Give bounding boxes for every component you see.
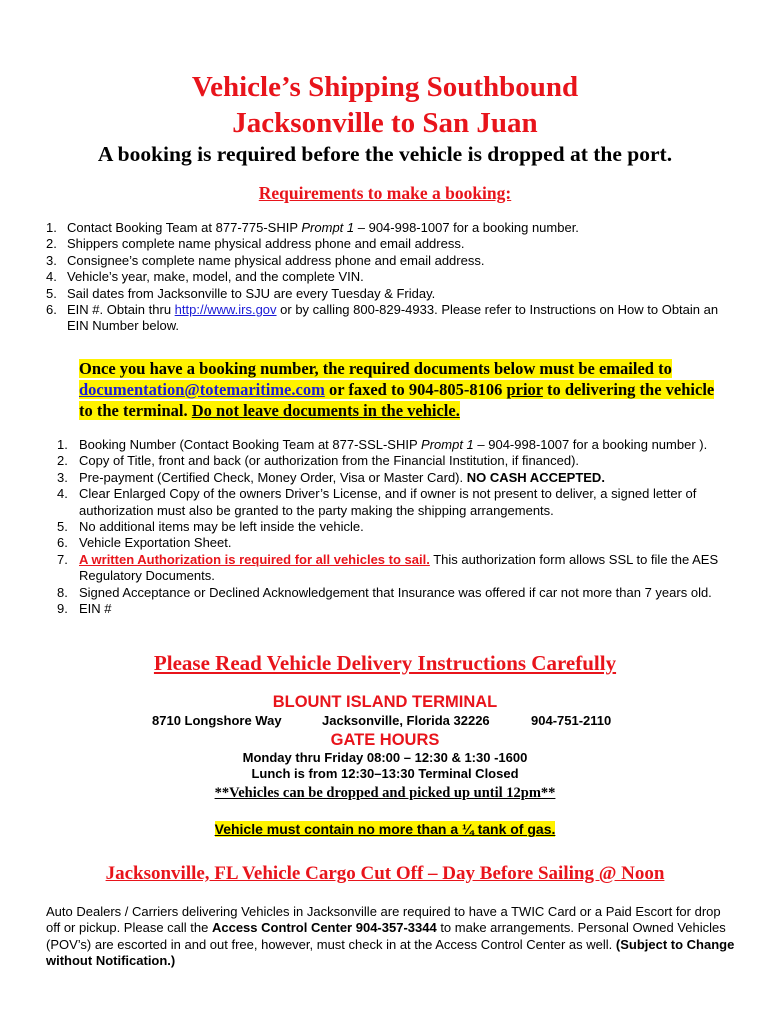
item-text: Copy of Title, front and back (or authorization from the Financial Institution, if financed). (79, 453, 580, 469)
gas-notice-text: Vehicle must contain no more than a ¼ tank of gas. (214, 821, 556, 837)
item-text: Booking Number (Contact Booking Team at 877-SSL-SHIP (79, 437, 422, 452)
item-text-italic: Prompt 1 (301, 220, 355, 235)
item-text: EIN #. Obtain thru (67, 302, 175, 318)
list-item (57, 601, 727, 617)
list-item (57, 519, 727, 535)
dropoff-notice: **Vehicles can be dropped and picked up until 12pm** (214, 785, 556, 801)
terminal-name: BLOUNT ISLAND TERMINAL (272, 693, 498, 711)
list-item (57, 585, 727, 601)
documents-notice (79, 358, 729, 421)
item-number: 5. (46, 285, 57, 301)
notice-prior: prior (506, 380, 543, 399)
requirements-list (46, 220, 726, 335)
item-number: 4. (57, 486, 68, 502)
gate-hours: Monday thru Friday 08:00 – 12:30 & 1:30 -1600 (242, 750, 528, 765)
list-item (46, 302, 726, 335)
title-line-1: Vehicle’s Shipping Southbound (191, 71, 579, 103)
footer-text: Auto Dealers / Carriers delivering Vehicles in Jacksonville are required to have a TWIC Card or a Paid Escort for drop off or pickup. Please call the (46, 904, 721, 936)
item-number: 1. (57, 437, 68, 452)
item-text: Vehicle Exportation Sheet. (79, 535, 232, 551)
item-number: 7. (57, 551, 68, 567)
item-number: 2. (46, 236, 57, 252)
item-number: 8. (57, 584, 68, 600)
item-number: 6. (46, 302, 57, 318)
requirements-heading: Requirements to make a booking: (258, 183, 512, 203)
item-number: 4. (46, 269, 57, 285)
terminal-city: Jacksonville, Florida 32226 (322, 713, 490, 728)
item-number: 6. (57, 535, 68, 551)
list-item (46, 253, 726, 269)
item-number: 2. (57, 453, 68, 469)
list-item (46, 269, 726, 285)
irs-link[interactable]: http://www.irs.gov (174, 302, 277, 318)
item-number: 3. (57, 469, 68, 485)
item-text-italic: Prompt 1 (421, 437, 474, 452)
documents-list (57, 437, 727, 617)
notice-text: Once you have a booking number, the required documents below must be emailed to (79, 359, 672, 378)
item-text: This authorization form allows SSL to file the AES Regulatory Documents. (79, 551, 719, 584)
item-text: Vehicle’s year, make, model, and the complete VIN. (67, 269, 364, 285)
item-text: No additional items may be left inside the vehicle. (79, 519, 364, 535)
subject-to-change-note: (Subject to Change without Notification.) (46, 936, 735, 969)
no-cash-text: NO CASH ACCEPTED. (466, 469, 605, 485)
item-text: Shippers complete name physical address phone and email address. (67, 236, 465, 252)
list-item (57, 535, 727, 551)
item-number: 5. (57, 519, 68, 535)
delivery-heading: Please Read Vehicle Delivery Instructions Carefully (153, 651, 617, 675)
access-control-contact: Access Control Center 904-357-3344 (211, 920, 437, 936)
list-item (46, 286, 726, 302)
lunch-hours: Lunch is from 12:30–13:30 Terminal Closed (251, 766, 519, 781)
cutoff-heading: Jacksonville, FL Vehicle Cargo Cut Off – Day Before Sailing @ Noon (105, 863, 665, 884)
item-text: – 904-998-1007 for a booking number ). (473, 437, 708, 452)
item-text: Consignee’s complete name physical address phone and email address. (67, 252, 485, 268)
list-item (57, 437, 727, 453)
item-number: 1. (46, 220, 57, 235)
gas-notice (0, 820, 770, 838)
list-item (46, 220, 726, 236)
item-text: – 904-998-1007 for a booking number. (354, 220, 579, 235)
title-line-2: Jacksonville to San Juan (232, 107, 538, 139)
terminal-street: 8710 Longshore Way (152, 713, 282, 728)
item-text: Signed Acceptance or Declined Acknowledgement that Insurance was offered if car not more than 7 years old. (79, 584, 712, 600)
authorization-warning: A written Authorization is required for all vehicles to sail. (79, 551, 430, 567)
item-text: Contact Booking Team at 877-775-SHIP (67, 220, 302, 235)
subtitle: A booking is required before the vehicle is dropped at the port. (97, 142, 673, 166)
notice-text: or faxed to 904-805-8106 (324, 380, 507, 399)
item-number: 9. (57, 601, 68, 617)
item-text: Clear Enlarged Copy of the owners Driver’s License, and if owner is not present to deliver, a signed letter of authorization must also be granted to the party making the shipping arrangements. (79, 486, 697, 518)
gate-hours-heading: GATE HOURS (330, 731, 440, 749)
item-text: EIN # (79, 601, 112, 617)
notice-warning: Do not leave documents in the vehicle. (191, 401, 460, 420)
item-number: 3. (46, 252, 57, 268)
item-text: or by calling 800-829-4933. Please refer to Instructions on How to Obtain an EIN Number below. (67, 302, 719, 334)
item-text: Pre-payment (Certified Check, Money Order, Visa or Master Card). (79, 469, 467, 485)
list-item (57, 470, 727, 486)
list-item (46, 236, 726, 252)
footer-text: to make arrangements. Personal Owned Vehicles (POV’s) are escorted in and out free, however, must check in at the Access Control Center as well. (46, 920, 726, 952)
list-item (57, 552, 727, 585)
documentation-email-link[interactable]: documentation@totemaritime.com (79, 380, 325, 399)
notice-text: to delivering the vehicle to the terminal. (79, 380, 715, 420)
list-item (57, 486, 727, 519)
list-item (57, 453, 727, 469)
item-text: Sail dates from Jacksonville to SJU are every Tuesday & Friday. (67, 285, 436, 301)
terminal-phone: 904-751-2110 (531, 713, 612, 728)
footer-paragraph (46, 904, 736, 970)
